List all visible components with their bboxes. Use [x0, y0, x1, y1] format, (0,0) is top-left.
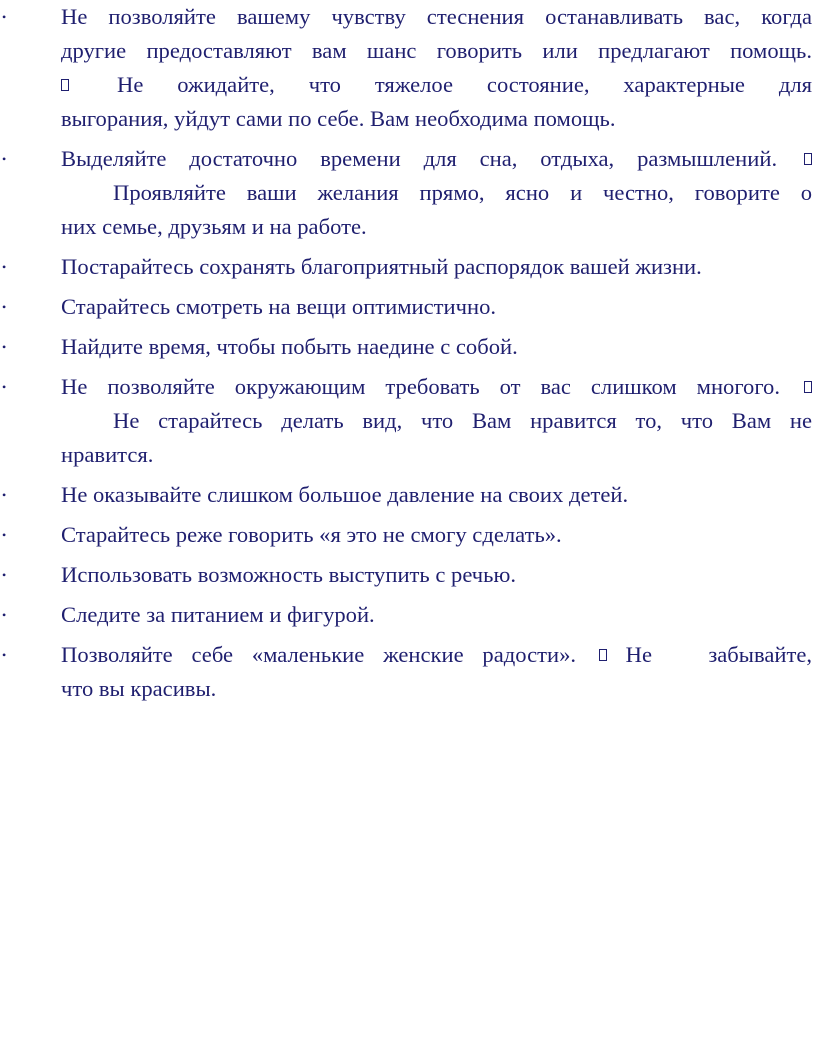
item-text-line: [61, 176, 812, 210]
item-text: Проявляйте ваши желания прямо, ясно и честно, говорите о: [113, 180, 812, 205]
list-item: [0, 518, 816, 552]
bullet-icon: •: [2, 300, 7, 314]
item-text-line: [61, 370, 812, 404]
bullet-icon: •: [2, 10, 7, 24]
list-item: [0, 638, 816, 706]
bullet-icon: •: [2, 568, 7, 582]
list-item: [0, 370, 816, 472]
list-item: [0, 250, 816, 284]
item-text-line: [61, 638, 812, 672]
list-item: [0, 598, 816, 632]
bullet-icon: •: [2, 380, 7, 394]
item-text-line: Постарайтесь сохранять благоприятный распорядок вашей жизни.: [61, 254, 702, 279]
missing-glyph-icon: [804, 381, 812, 393]
missing-glyph-icon: [599, 649, 607, 661]
bullet-icon: •: [2, 608, 7, 622]
item-text-line: Не позволяйте вашему чувству стеснения останавливать вас, когда: [61, 4, 812, 29]
item-text-line: Старайтесь смотреть на вещи оптимистично.: [61, 294, 497, 319]
bullet-icon: •: [2, 340, 7, 354]
bullet-icon: •: [2, 528, 7, 542]
item-text: Не ожидайте, что тяжелое состояние, характерные для: [117, 72, 812, 97]
item-text-line: Не оказывайте слишком большое давление на своих детей.: [61, 482, 629, 507]
item-text-line: Найдите время, чтобы побыть наедине с собой.: [61, 334, 518, 359]
item-text-line: [61, 68, 812, 102]
bullet-icon: •: [2, 152, 7, 166]
item-text-line: [61, 404, 812, 438]
item-text-line: них семье, друзьям и на работе.: [61, 214, 367, 239]
item-text-line: выгорания, уйдут сами по себе. Вам необходима помощь.: [61, 106, 616, 131]
item-text: Позволяйте себе «маленькие женские радости».: [61, 642, 577, 667]
bullet-icon: •: [2, 488, 7, 502]
list-item: [0, 478, 816, 512]
list-item: [0, 290, 816, 324]
item-text: Выделяйте достаточно времени для сна, отдыха, размышлений.: [61, 146, 778, 171]
list-item: [0, 142, 816, 244]
item-text-line: [61, 142, 812, 176]
item-text-line: Старайтесь реже говорить «я это не смогу сделать».: [61, 522, 562, 547]
missing-glyph-icon: [61, 79, 69, 91]
list-item: [0, 0, 816, 136]
item-text-line: Следите за питанием и фигурой.: [61, 602, 375, 627]
bullet-icon: •: [2, 648, 7, 662]
item-text: Не позволяйте окружающим требовать от вас слишком многого.: [61, 374, 781, 399]
missing-glyph-icon: [804, 153, 812, 165]
list-item: [0, 558, 816, 592]
list-item: [0, 330, 816, 364]
bullet-icon: •: [2, 260, 7, 274]
item-text-line: нравится.: [61, 442, 154, 467]
item-text: Не старайтесь делать вид, что Вам нравится то, что Вам не: [113, 408, 812, 433]
item-text-line: что вы красивы.: [61, 676, 217, 701]
item-text-line: Использовать возможность выступить с речью.: [61, 562, 516, 587]
item-text: Не забывайте,: [625, 642, 813, 667]
item-text-line: другие предоставляют вам шанс говорить или предлагают помощь.: [61, 38, 812, 63]
